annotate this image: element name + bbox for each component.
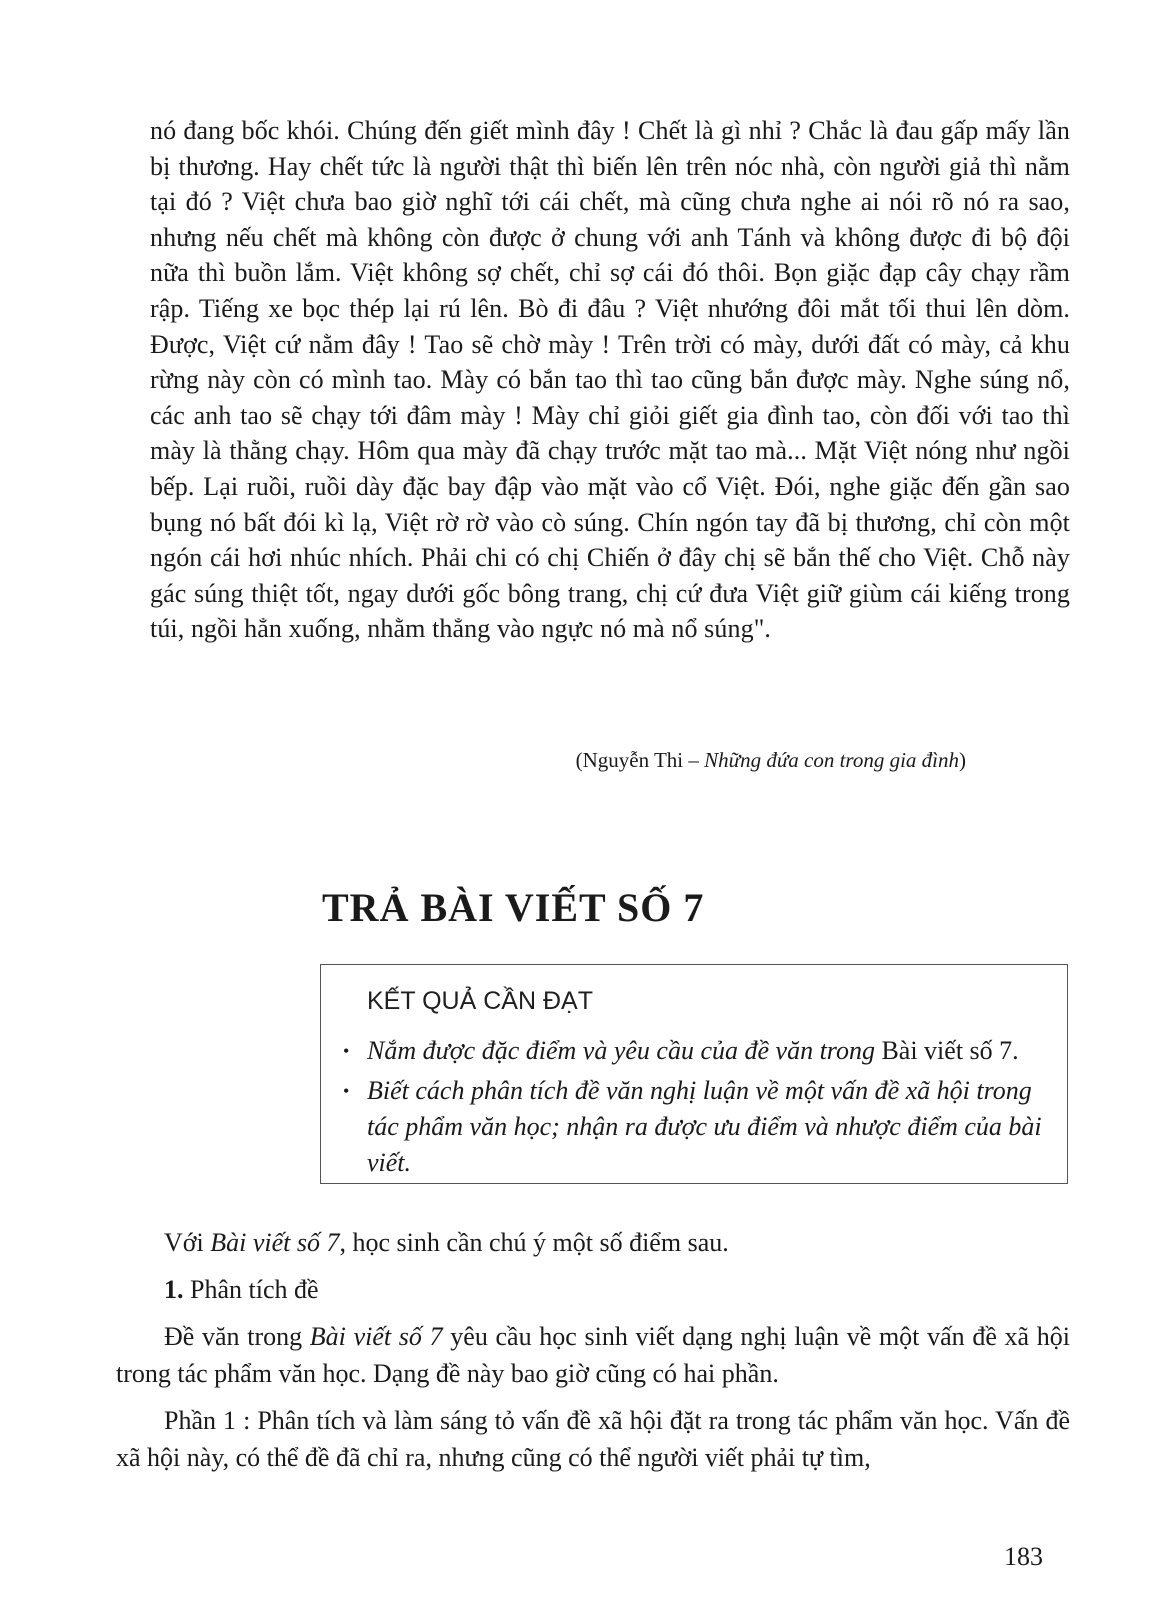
bullet-icon: • (343, 1081, 350, 1101)
learning-goal-text (367, 1033, 1019, 1069)
bullet-icon: • (343, 1041, 350, 1061)
learning-goals-box (320, 964, 1068, 1184)
learning-goals-heading: KẾT QUẢ CẦN ĐẠT (367, 987, 593, 1015)
learning-goal-item (343, 1073, 1043, 1181)
text-run: , học sinh cần chú ý một số điểm sau. (339, 1228, 729, 1257)
assignment-title: Bài viết số 7 (309, 1322, 443, 1351)
page-number: 183 (1004, 1542, 1043, 1571)
subsection-number: 1. (164, 1275, 184, 1304)
goal-italic-text: Biết cách phân tích đề văn nghị luận về một vấn đề xã hội trong tác phẩm văn học; nhận ra được ưu điểm và nhược điểm của bài viết. (367, 1076, 1042, 1177)
excerpt-source-citation (150, 746, 966, 774)
source-close-paren: ) (959, 748, 966, 772)
learning-goals-list (343, 1033, 1043, 1181)
literary-excerpt (150, 113, 1070, 647)
goal-italic-text: Nắm được đặc điểm và yêu cầu của đề văn trong (367, 1036, 882, 1065)
text-run: yêu cầu học sinh viết dạng nghị luận về một vấn đề xã hội trong tác phẩm văn học. Dạng đề này bao giờ cũng có hai phần. (116, 1322, 1070, 1388)
section-title: TRẢ BÀI VIẾT SỐ 7 (322, 885, 705, 930)
part-one-paragraph: Phần 1 : Phân tích và làm sáng tỏ vấn đề xã hội đặt ra trong tác phẩm văn học. Vấn đề xã hội này, có thể đề đã chỉ ra, nhưng cũng có thể người viết phải tự tìm, (116, 1406, 1070, 1472)
source-work-title: Những đứa con trong gia đình (704, 748, 959, 772)
excerpt-paragraph: nó đang bốc khói. Chúng đến giết mình đây ! Chết là gì nhỉ ? Chắc là đau gấp mấy lần bị thương. Hay chết tức là người thật thì biến lên trên nóc nhà, còn người giả thì nằm tại đó ? Việt chưa bao giờ nghĩ tới cái chết, mà cũng chưa nghe ai nói rõ nó ra sao, nhưng nếu chết mà không còn được ở chung với anh Tánh và không được đi bộ đội nữa thì buồn lắm. Việt không sợ chết, chỉ sợ cái đó thôi. Bọn giặc đạp cây chạy rầm rập. Tiếng xe bọc thép lại rú lên. Bò đi đâu ? Việt nhướng đôi mắt tối thui lên dòm. Được, Việt cứ nằm đây ! Tao sẽ chờ mày ! Trên trời có mày, dưới đất có mày, cả khu rừng này còn có mình tao. Mày có bắn tao thì tao cũng bắn được mày. Nghe súng nổ, các anh tao sẽ chạy tới đâm mày ! Mày chỉ giỏi giết gia đình tao, còn đối với tao thì mày là thằng chạy. Hôm qua mày đã chạy trước mặt tao mà... Mặt Việt nóng như ngồi bếp. Lại ruồi, ruồi dày đặc bay đập vào mặt vào cổ Việt. Đói, nghe giặc đến gần sao bụng nó bất đói kì lạ, Việt rờ rờ vào cò súng. Chín ngón tay đã bị thương, chỉ còn một ngón cái hơi nhúc nhích. Phải chi có chị Chiến ở đây chị sẽ bắn thế cho Việt. Chỗ này gác súng thiệt tốt, ngay dưới gốc bông trang, chị cứ đưa Việt giữ giùm cái kiếng trong túi, ngồi hẳn xuống, nhằm thẳng vào ngực nó mà nổ súng". (150, 116, 1070, 644)
learning-goal-text (367, 1073, 1043, 1181)
analysis-paragraph (116, 1318, 1070, 1392)
source-author: (Nguyễn Thi – (575, 748, 705, 772)
subsection-title: Phân tích đề (183, 1275, 319, 1304)
text-run: Đề văn trong (164, 1322, 310, 1351)
subsection-heading (116, 1271, 1070, 1308)
lesson-body (116, 1224, 1070, 1486)
text-run: Với (164, 1228, 211, 1257)
goal-roman-text: Bài viết số 7. (881, 1036, 1019, 1065)
learning-goal-item (343, 1033, 1043, 1069)
assignment-title: Bài viết số 7 (210, 1228, 340, 1257)
intro-paragraph (116, 1224, 1070, 1261)
